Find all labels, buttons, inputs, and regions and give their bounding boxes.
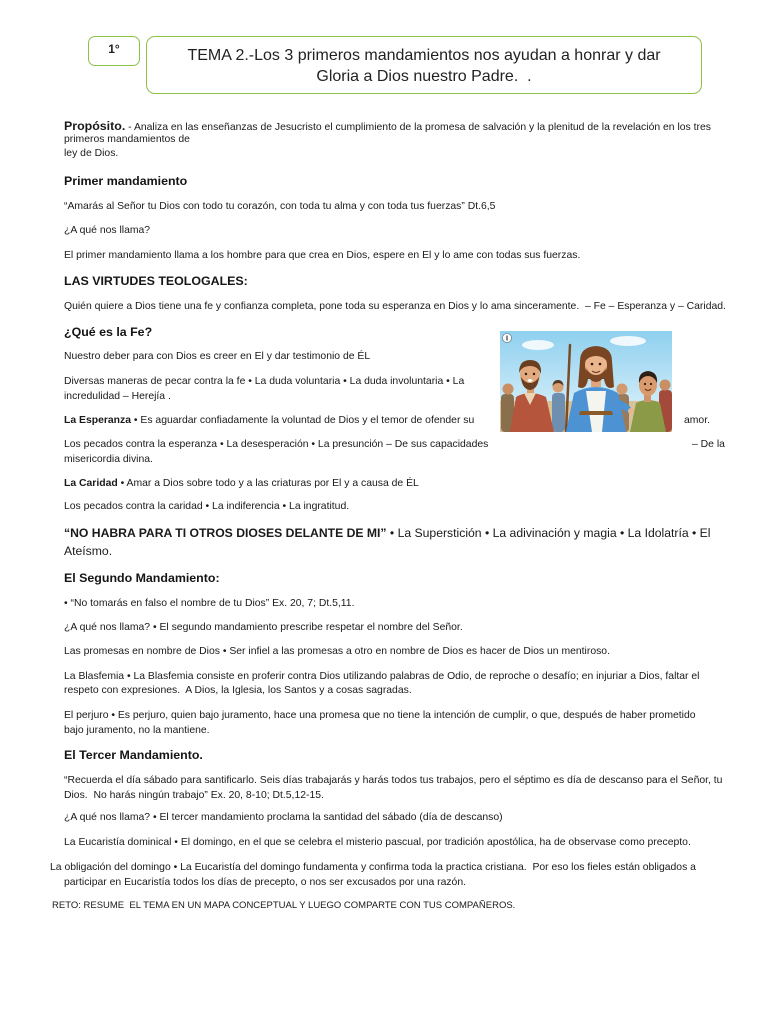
primer-mandamiento-question: ¿A qué nos llama? xyxy=(64,225,151,236)
heading-segundo-mandamiento: El Segundo Mandamiento: xyxy=(64,571,220,585)
tercero-obligacion-line-1: La obligación del domingo • La Eucaristía del domingo fundamenta y confirma toda la practica cristiana. Por eso los fieles están obligados a xyxy=(50,862,696,873)
jesus-and-disciples-illustration xyxy=(500,331,672,432)
tercero-llama: ¿A qué nos llama? • El tercer mandamiento proclama la santidad del sábado (día de descanso) xyxy=(64,812,503,823)
fe-pecados-line-1: Diversas maneras de pecar contra la fe • La duda voluntaria • La duda involuntaria • La xyxy=(64,376,465,387)
esperanza-label: La Esperanza xyxy=(64,415,131,426)
title-line-2: Gloria a Dios nuestro Padre. . xyxy=(316,68,532,85)
reto-instruction: RETO: RESUME EL TEMA EN UN MAPA CONCEPTUAL Y LUEGO COMPARTE CON TUS COMPAÑEROS. xyxy=(52,900,516,911)
esperanza-pecados-line-2: misericordia divina. xyxy=(64,454,153,465)
esperanza-definition xyxy=(64,414,474,427)
proposito-line-3: ley de Dios. xyxy=(64,148,119,159)
heading-virtudes-teologales: LAS VIRTUDES TEOLOGALES: xyxy=(64,274,248,288)
corner-badge-icon xyxy=(503,334,512,343)
proposito-label: Propósito. xyxy=(64,119,126,133)
virtudes-text: Quién quiere a Dios tiene una fe y confianza completa, pone toda su esperanza en Dios y lo ama sinceramente. – Fe – Esperanza y – Caridad. xyxy=(64,301,726,312)
title-line-1: TEMA 2.-Los 3 primeros mandamientos nos ayudan a honrar y dar xyxy=(187,47,661,64)
esperanza-definition-tail: amor. xyxy=(684,415,710,426)
heading-primer-mandamiento: Primer mandamiento xyxy=(64,174,188,188)
segundo-blasfemia-line-2: respeto con expresiones. A Dios, la Iglesia, los Santos y a cosas sagradas. xyxy=(64,685,412,696)
proposito-text: Analiza en las enseñanzas de Jesucristo el cumplimiento de la promesa de salvación y la plenitud de la revelación en los tres xyxy=(133,122,711,133)
tercero-quote-line-1: “Recuerda el día sábado para santificarlo. Seis días trabajarás y harás todos tus trabajos, pero el séptimo es día de descanso para el Señor, tu xyxy=(64,775,723,786)
fe-pecados-line-2: incredulidad – Herejía . xyxy=(64,391,171,402)
esperanza-text: • Es aguardar confiadamente la voluntad de Dios y el temor de ofender su xyxy=(131,415,475,426)
caridad-pecados: Los pecados contra la caridad • La indiferencia • La ingratitud. xyxy=(64,501,350,512)
segundo-blasfemia-line-1: La Blasfemia • La Blasfemia consiste en proferir contra Dios utilizando palabras de Odio, de reproche o desafío; en injuriar a Dios, faltar el xyxy=(64,671,700,682)
proposito-line-2: primeros mandamientos de xyxy=(64,134,190,145)
segundo-perjuro-line-2: bajo juramento, no la mantiene. xyxy=(64,725,210,736)
no-habra-list: • La Superstición • La adivinación y magia • La Idolatría • El xyxy=(386,526,711,540)
title-box xyxy=(146,36,702,94)
primer-mandamiento-quote: “Amarás al Señor tu Dios con todo tu corazón, con toda tu alma y con toda tus fuerzas” Dt.6,5 xyxy=(64,201,496,212)
heading-que-es-la-fe: ¿Qué es la Fe? xyxy=(64,325,153,339)
primer-mandamiento-answer: El primer mandamiento llama a los hombre para que crea en Dios, espere en El y lo ame con todas sus fuerzas. xyxy=(64,250,581,261)
no-habra-line-2: Ateísmo. xyxy=(64,544,113,558)
fe-deber: Nuestro deber para con Dios es creer en El y dar testimonio de ÉL xyxy=(64,351,371,362)
segundo-perjuro-line-1: El perjuro • Es perjuro, quien bajo juramento, hace una promesa que no tiene la intención de cumplir, o que, después de haber prometido xyxy=(64,710,696,721)
segundo-promesas: Las promesas en nombre de Dios • Ser infiel a las promesas a otro en nombre de Dios es hacer de Dios un mentiroso. xyxy=(64,646,610,657)
heading-tercer-mandamiento: El Tercer Mandamiento. xyxy=(64,748,203,762)
segundo-llama: ¿A qué nos llama? • El segundo mandamiento prescribe respetar el nombre del Señor. xyxy=(64,622,463,633)
caridad-label: La Caridad xyxy=(64,478,118,489)
tercero-eucaristia: La Eucaristía dominical • El domingo, en el que se celebra el misterio pascual, por tradición apostólica, ha de observase como precepto. xyxy=(64,837,691,848)
segundo-quote: • “No tomarás en falso el nombre de tu Dios” Ex. 20, 7; Dt.5,11. xyxy=(64,598,355,609)
esperanza-pecados-tail: – De la xyxy=(692,439,725,450)
caridad-definition xyxy=(64,477,419,490)
no-habra-quote: “NO HABRA PARA TI OTROS DIOSES DELANTE DE MI” xyxy=(64,526,387,540)
esperanza-pecados-line-1: Los pecados contra la esperanza • La desesperación • La presunción – De sus capacidades xyxy=(64,439,489,450)
proposito-separator: - xyxy=(125,122,134,133)
caridad-text: • Amar a Dios sobre todo y a las criaturas por El y a causa de ÉL xyxy=(117,478,419,489)
tercero-quote-line-2: Dios. No harás ningún trabajo” Ex. 20, 8-10; Dt.5,12-15. xyxy=(64,790,324,801)
no-habra-line-1 xyxy=(64,526,711,541)
grade-badge: 1° xyxy=(88,36,140,66)
tercero-obligacion-line-2: participar en Eucaristía todos los días de precepto, o nos ser excusados por una razón. xyxy=(64,877,467,888)
